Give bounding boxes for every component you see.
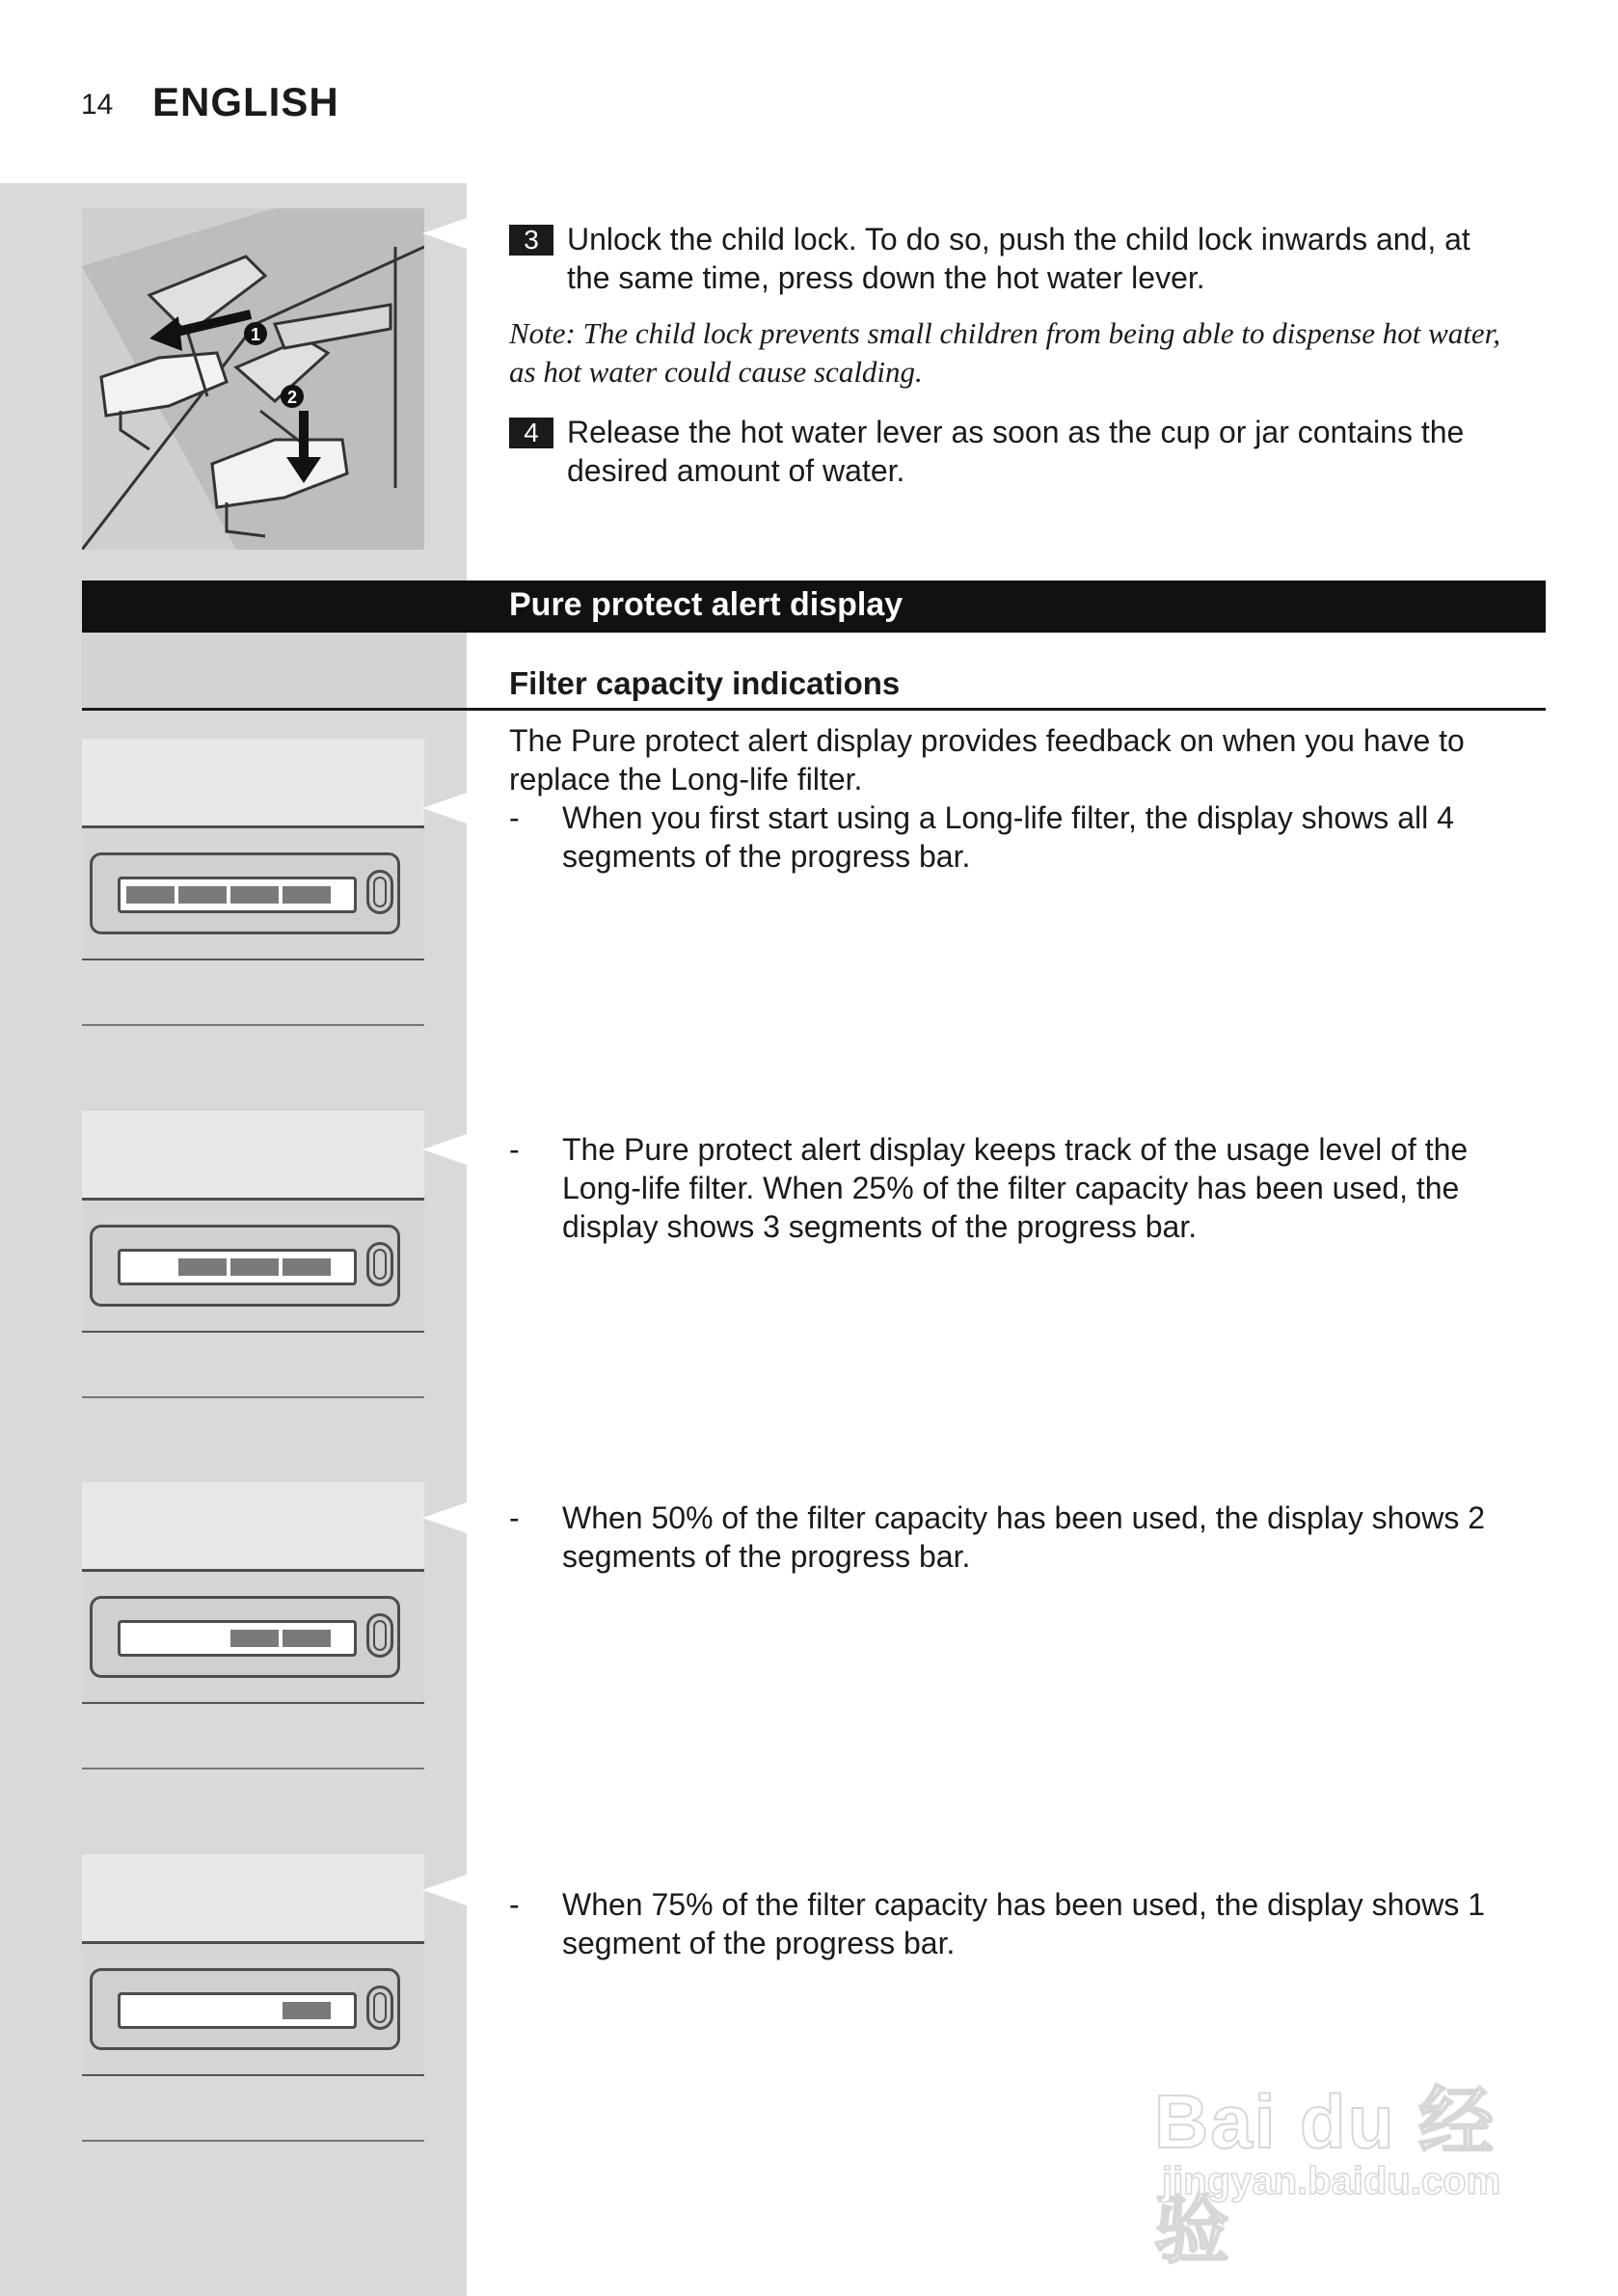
progress-segment — [283, 2002, 331, 2019]
bullet-text: When 50% of the filter capacity has been used, the display shows 2 segments of the progress bar. — [562, 1500, 1485, 1574]
bullet-dash: - — [509, 800, 520, 835]
display-button-icon — [366, 1242, 393, 1286]
bullet-dash: - — [509, 1132, 520, 1167]
bullet-item — [509, 798, 1531, 876]
filter-display — [90, 1596, 400, 1678]
child-lock-drawing — [82, 208, 424, 550]
child-lock-illustration — [82, 208, 424, 550]
progress-segment — [178, 886, 227, 904]
progress-segment — [230, 886, 279, 904]
bullet-text: When 75% of the filter capacity has been used, the display shows 1 segment of the progress bar. — [562, 1887, 1485, 1960]
figure-pointer — [422, 1134, 467, 1165]
marker-1-label: 1 — [250, 325, 261, 344]
progress-bar — [118, 877, 357, 913]
progress-segment — [126, 886, 175, 904]
bullet-text: The Pure protect alert display keeps track of the usage level of the Long-life filter. When 25% of the filter capacity has been used, the display shows 3 segments of the progress bar. — [562, 1132, 1469, 1244]
figure-pointer — [422, 1502, 467, 1533]
display-panel — [82, 1482, 424, 1824]
subheading: Filter capacity indications — [509, 665, 901, 701]
intro-paragraph: The Pure protect alert display provides feedback on when you have to replace the Long-life filter. — [509, 723, 1465, 797]
step-text: Release the hot water lever as soon as the cup or jar contains the desired amount of water. — [567, 415, 1465, 488]
watermark-logo: Bai du 经验 — [1154, 2079, 1497, 2272]
subheading-strip — [82, 633, 467, 708]
marker-2-label: 2 — [286, 388, 298, 407]
step-number-badge: 3 — [509, 225, 553, 256]
progress-segment — [230, 1630, 279, 1647]
page-number: 14 — [81, 89, 114, 121]
bullet-text: When you first start using a Long-life filter, the display shows all 4 segments of the progress bar. — [562, 800, 1454, 874]
bullet-item — [509, 1885, 1531, 1962]
watermark-url: jingyan.baidu.com — [1162, 2160, 1501, 2202]
bullet-dash: - — [509, 1887, 520, 1922]
bullet-item — [509, 1499, 1531, 1576]
progress-bar — [118, 1249, 357, 1285]
progress-segment — [230, 1258, 279, 1276]
display-button-icon — [366, 1613, 393, 1658]
display-button-icon — [366, 1985, 393, 2030]
figure-pointer — [422, 218, 467, 249]
bullet-item — [509, 1130, 1531, 1246]
step-number-badge: 4 — [509, 418, 553, 448]
display-panel — [82, 1111, 424, 1453]
language-heading: ENGLISH — [152, 79, 339, 124]
display-panel — [82, 1854, 424, 2197]
step-text: Unlock the child lock. To do so, push the child lock inwards and, at the same time, press down the hot water lever. — [567, 222, 1470, 295]
filter-display — [90, 1968, 400, 2050]
filter-display — [90, 852, 400, 934]
progress-segment — [178, 1258, 227, 1276]
section-title: Pure protect alert display — [509, 586, 903, 623]
bullet-dash: - — [509, 1500, 520, 1535]
note-text: Note: The child lock prevents small children from being able to dispense hot water, as hot water could cause scalding. — [509, 316, 1501, 389]
filter-display — [90, 1225, 400, 1307]
progress-segment — [283, 1630, 331, 1647]
step-4 — [509, 413, 1522, 490]
step-3 — [509, 220, 1522, 297]
progress-bar — [118, 1992, 357, 2029]
progress-segment — [283, 886, 331, 904]
progress-segment — [283, 1258, 331, 1276]
baidu-watermark — [1143, 2054, 1557, 2272]
progress-bar — [118, 1620, 357, 1657]
figure-pointer — [422, 1875, 467, 1905]
figure-pointer — [422, 793, 467, 824]
subheading-rule — [82, 708, 1546, 711]
display-button-icon — [366, 870, 393, 914]
display-panel — [82, 739, 424, 1081]
